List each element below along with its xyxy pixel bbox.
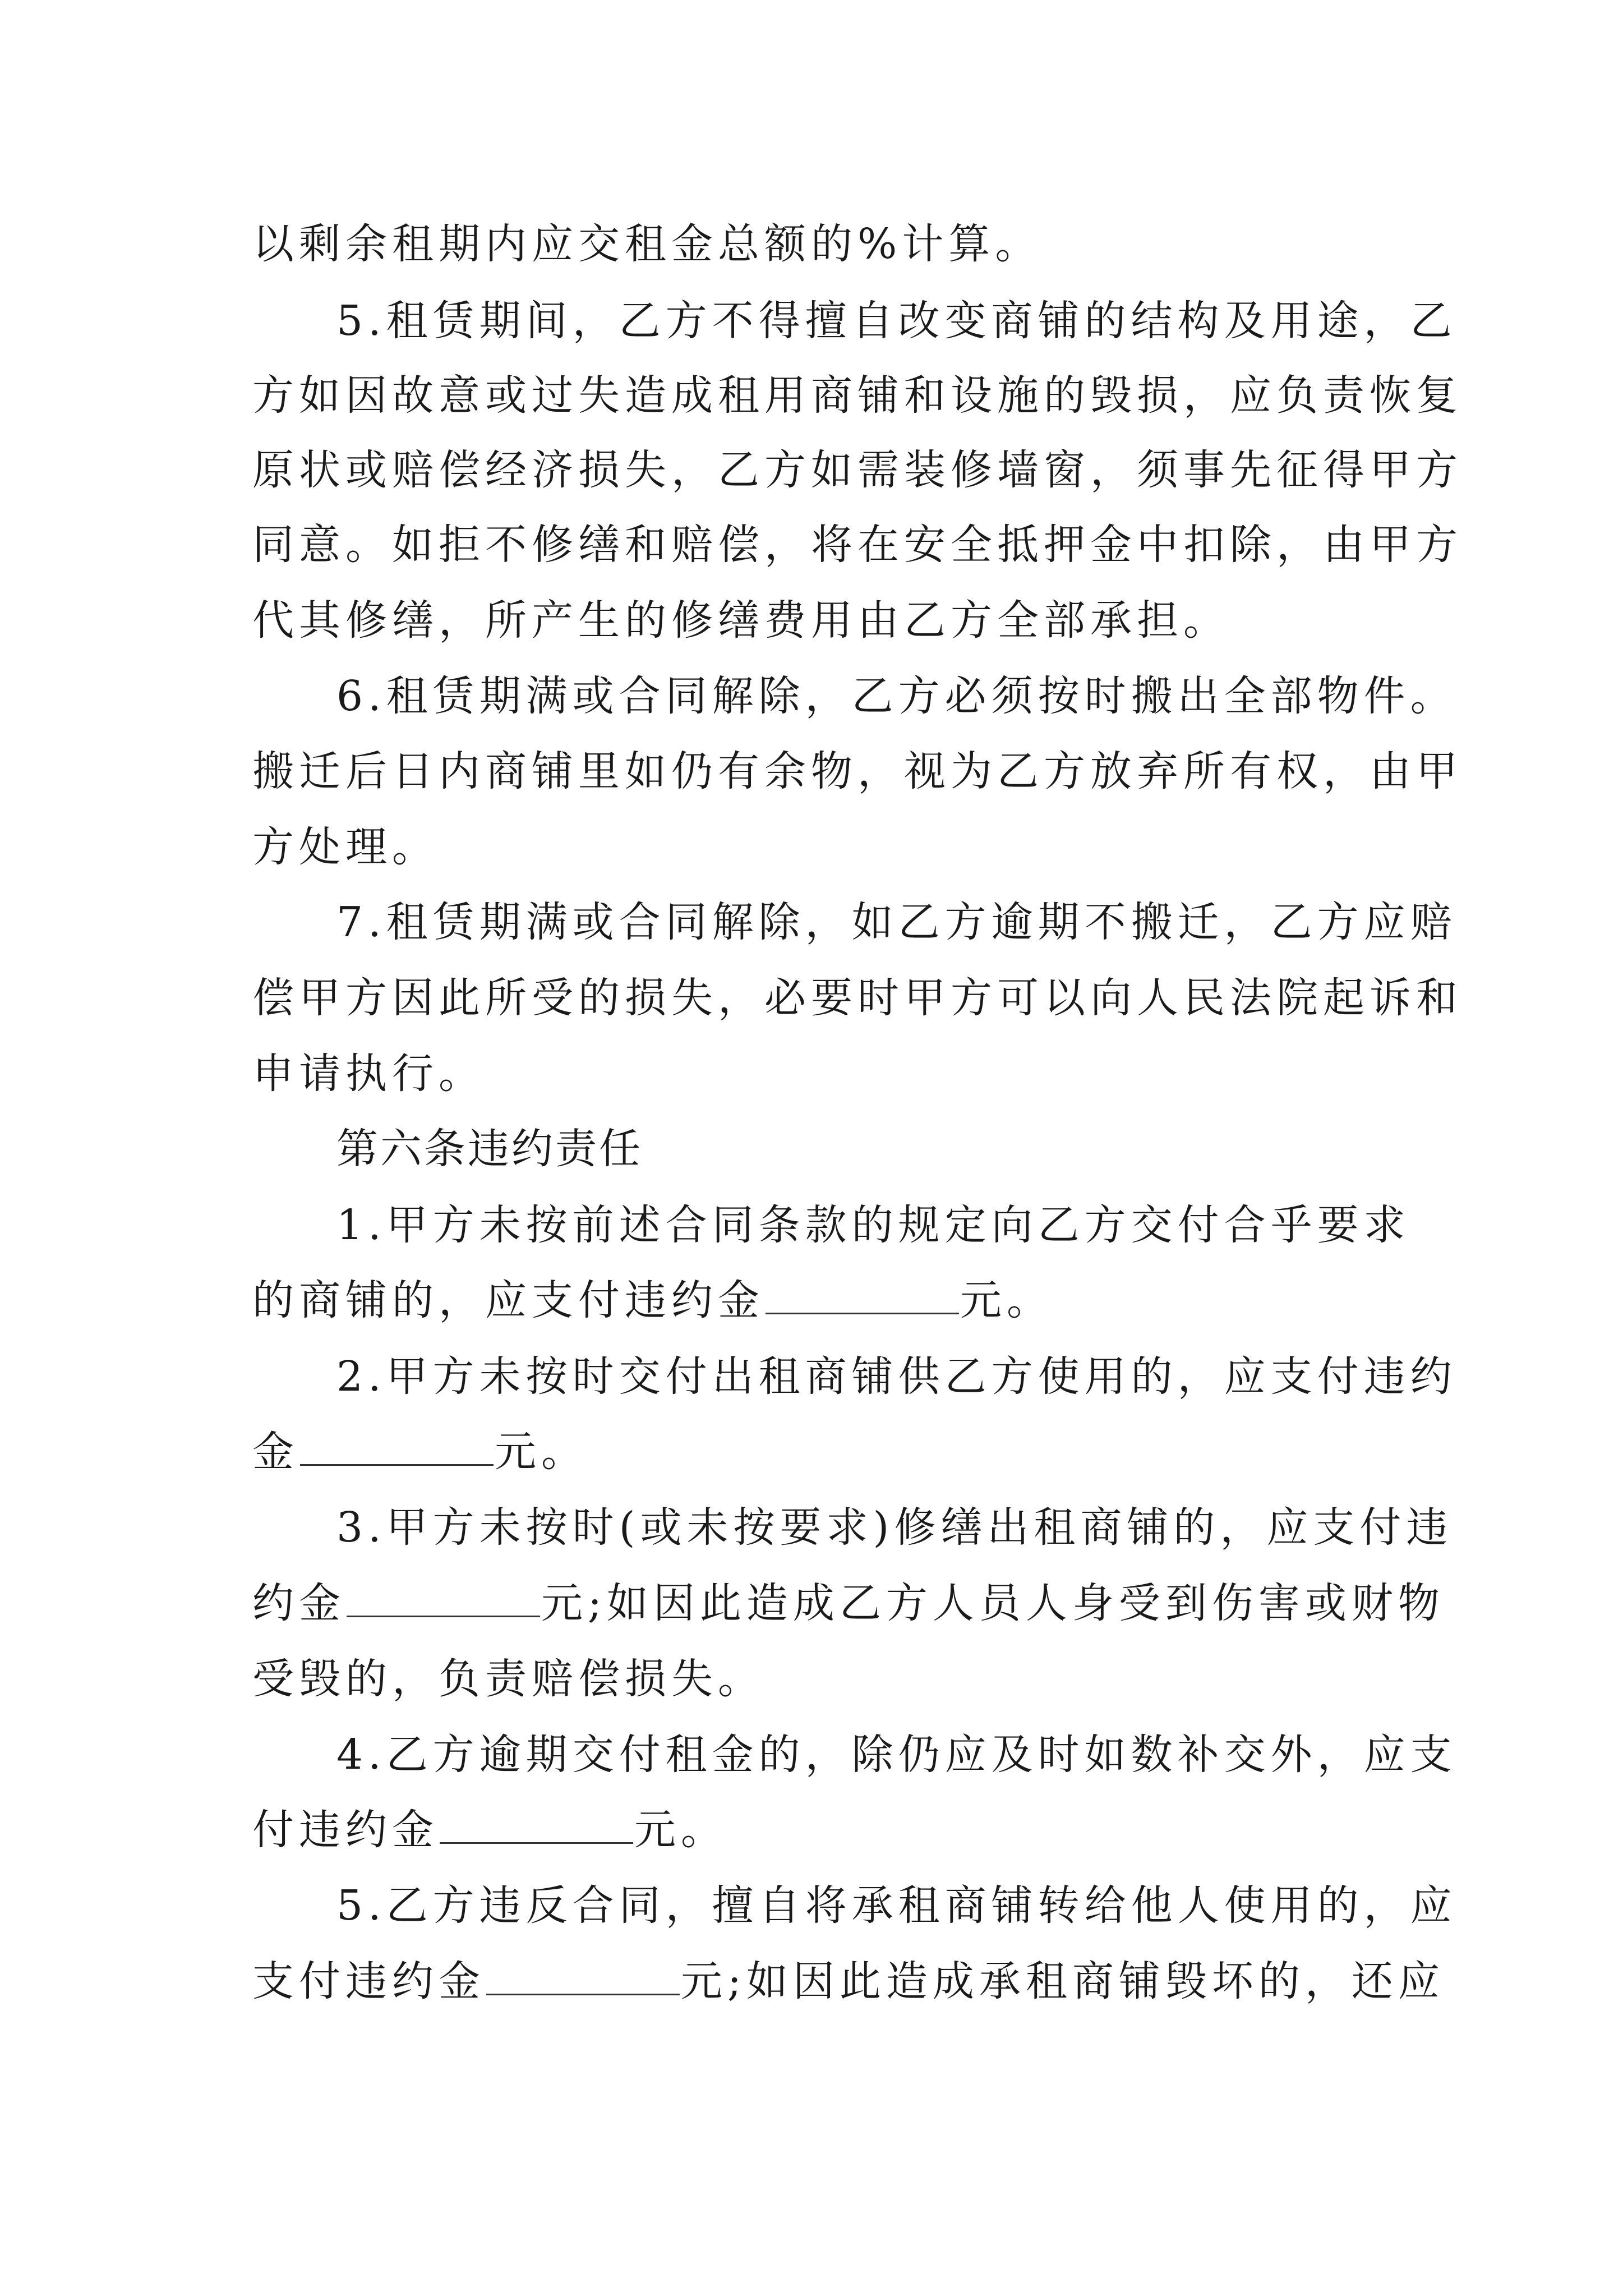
line-text: 元。	[634, 1806, 727, 1854]
paragraph-start	[336, 1499, 1453, 1556]
text-line	[252, 743, 1463, 799]
line-text: 申请执行。	[252, 1050, 485, 1098]
line-text: 元;如因此造成承租商铺毁坏的，还应	[681, 1957, 1445, 2005]
text-line	[252, 1575, 1445, 1631]
text-line	[252, 1953, 1445, 2009]
amount-blank-1	[766, 1278, 959, 1314]
text-line	[252, 1802, 727, 1858]
line-text: 受毁的，负责赔偿损失。	[252, 1655, 764, 1703]
text-line	[252, 216, 1041, 272]
amount-blank-2	[300, 1429, 494, 1466]
line-text: 5.乙方违反合同，擅自将承租商铺转给他人使用的，应	[336, 1881, 1457, 1930]
paragraph-start	[336, 1349, 1457, 1405]
line-text: 方如因故意或过失造成租用商铺和设施的毁损，应负责恢复	[252, 371, 1463, 420]
text-line	[252, 1424, 588, 1480]
line-text: 约金	[252, 1579, 345, 1627]
line-text: 7.租赁期满或合同解除，如乙方逾期不搬迁，乙方应赔	[336, 898, 1457, 946]
paragraph-start	[336, 1727, 1457, 1783]
line-text: 2.甲方未按时交付出租商铺供乙方使用的，应支付违约	[336, 1352, 1457, 1401]
line-text: 5.租赁期间，乙方不得擅自改变商铺的结构及用途，乙	[336, 297, 1457, 345]
line-text: 金	[252, 1428, 299, 1476]
line-text: 元。	[960, 1276, 1053, 1324]
line-text: 以剩余租期内应交租金总额的%计算。	[252, 220, 1042, 268]
paragraph-start	[336, 668, 1457, 724]
paragraph-start	[336, 1197, 1410, 1253]
amount-blank-5	[486, 1959, 680, 1995]
text-line	[252, 517, 1463, 573]
line-text: 4.乙方逾期交付租金的，除仍应及时如数补交外，应支	[336, 1731, 1457, 1779]
text-line	[252, 1651, 764, 1707]
line-text: 支付违约金	[252, 1957, 485, 2005]
line-text: 付违约金	[252, 1806, 439, 1854]
line-text: 代其修缮，所产生的修缮费用由乙方全部承担。	[252, 596, 1230, 645]
line-text: 方处理。	[252, 823, 439, 871]
paragraph-start	[336, 1878, 1457, 1934]
line-text: 原状或赔偿经济损失，乙方如需装修墙窗，须事先征得甲方	[252, 446, 1463, 494]
line-text: 同意。如拒不修缮和赔偿，将在安全抵押金中扣除，由甲方	[252, 521, 1463, 569]
text-line	[252, 367, 1463, 424]
line-text: 元;如因此造成乙方人员人身受到伤害或财物	[541, 1579, 1445, 1627]
text-line	[252, 1272, 1053, 1328]
heading-text: 第六条违约责任	[336, 1125, 643, 1173]
text-line	[252, 970, 1463, 1026]
section-heading	[336, 1121, 643, 1177]
line-text: 3.甲方未按时(或未按要求)修缮出租商铺的，应支付违	[336, 1503, 1453, 1552]
amount-blank-3	[347, 1581, 540, 1617]
amount-blank-4	[440, 1807, 633, 1844]
text-line	[252, 442, 1463, 498]
line-text: 1.甲方未按前述合同条款的规定向乙方交付合乎要求	[336, 1201, 1410, 1249]
line-text: 偿甲方因此所受的损失，必要时甲方可以向人民法院起诉和	[252, 974, 1463, 1022]
line-text: 的商铺的，应支付违约金	[252, 1276, 764, 1324]
text-line	[252, 592, 1230, 648]
line-text: 6.租赁期满或合同解除，乙方必须按时搬出全部物件。	[336, 672, 1457, 720]
paragraph-start	[336, 293, 1457, 349]
paragraph-start	[336, 894, 1457, 950]
text-line	[252, 1046, 485, 1102]
line-text: 搬迁后日内商铺里如仍有余物，视为乙方放弃所有权，由甲	[252, 747, 1463, 795]
text-line	[252, 819, 439, 875]
line-text: 元。	[495, 1428, 588, 1476]
